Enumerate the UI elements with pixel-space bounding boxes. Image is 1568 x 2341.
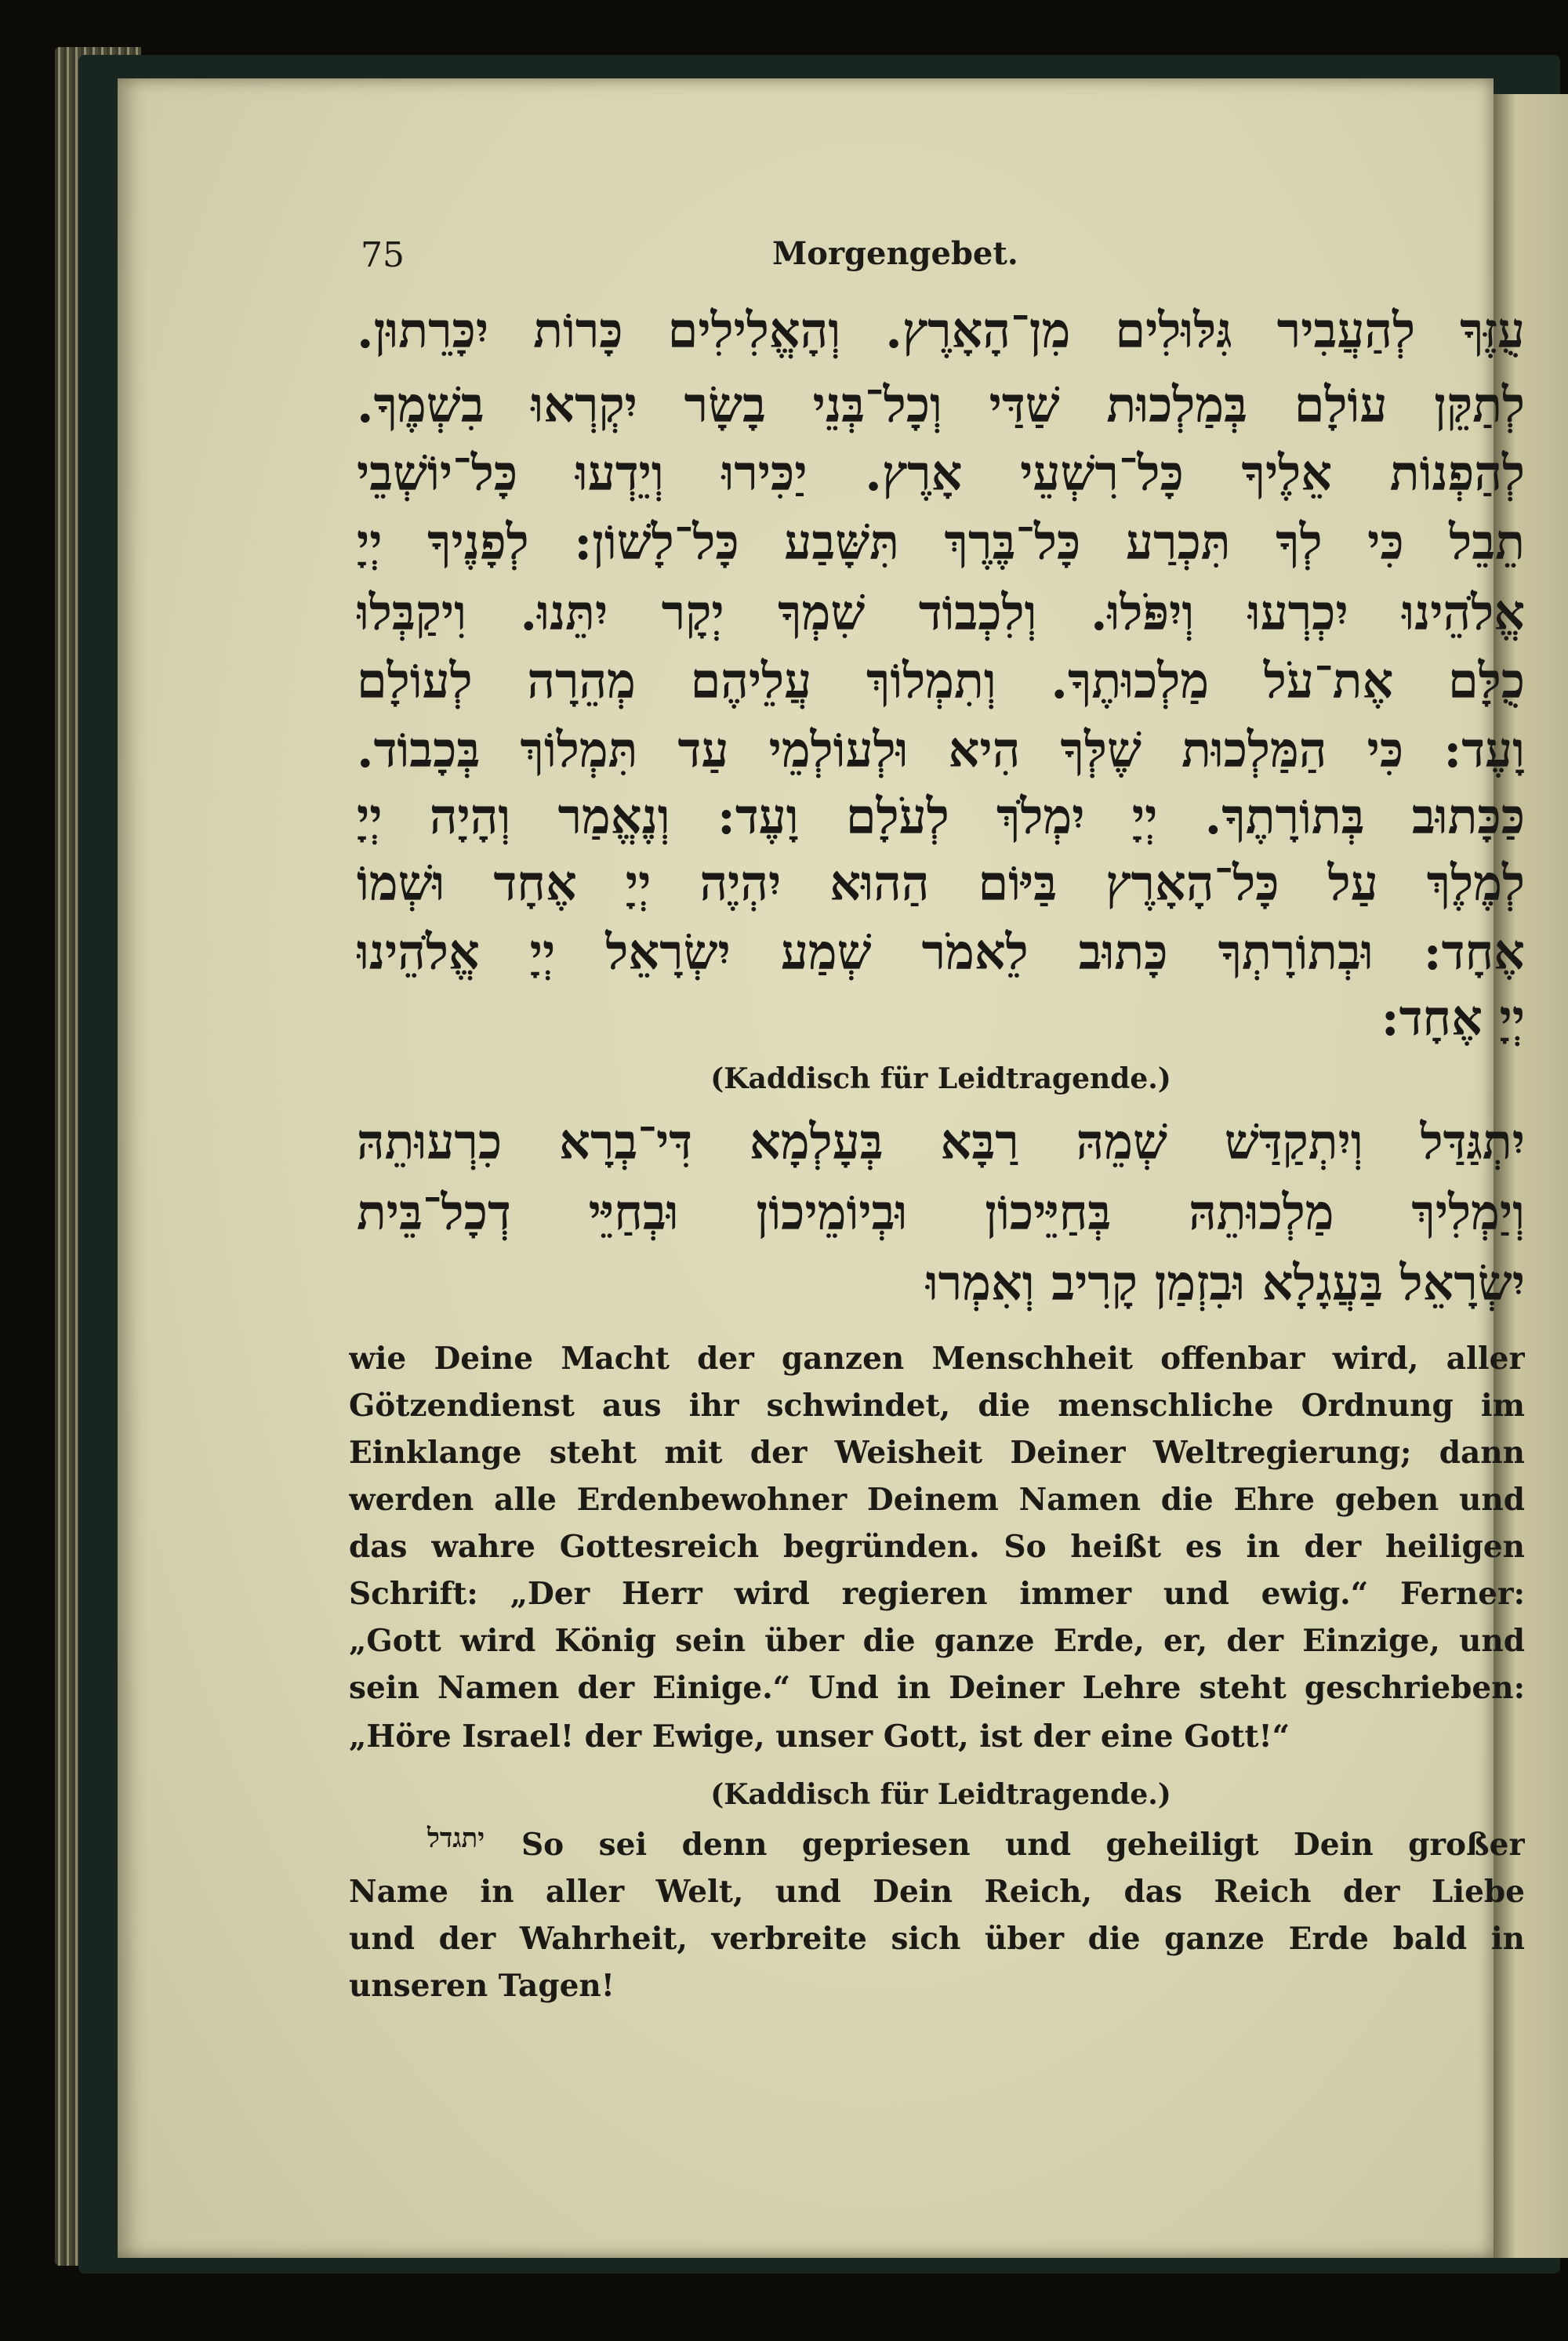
german-line: „Gott wird König sein über die ganze Erde, er, der Einzige, und (349, 1623, 1525, 1659)
hebrew-line: עֻזֶּךָ לְהַעֲבִיר גִּלּוּלִים מִן־הָאָרֶץ. וְהָאֱלִילִים כָּרוֹת יִכָּרֵתוּן. (357, 302, 1525, 359)
german-line: Einklange steht mit der Weisheit Deiner Weltregierung; dann (349, 1435, 1525, 1471)
section-caption: (Kaddisch für Leidtragende.) (710, 1062, 1171, 1095)
hebrew-line: לְהַפְנוֹת אֵלֶיךָ כָּל־רִשְׁעֵי אָרֶץ. יַכִּירוּ וְיֵדְעוּ כָּל־יוֹשְׁבֵי (357, 445, 1525, 502)
hebrew-line: אֶחָד: וּבְתוֹרָתְךָ כָּתוּב לֵאמֹר שְׁמַע יִשְׂרָאֵל יְיָ אֱלֹהֵינוּ (357, 924, 1525, 981)
german-line: werden alle Erdenbewohner Deinem Namen die Ehre geben und (349, 1482, 1525, 1518)
section-caption: (Kaddisch für Leidtragende.) (710, 1778, 1171, 1811)
hebrew-keyword-marker: יתגדל (427, 1823, 485, 1854)
german-kaddish-line: unseren Tagen! (349, 1968, 615, 2004)
hebrew-line: לְתַקֵּן עוֹלָם בְּמַלְכוּת שַׁדַּי וְכָל־בְּנֵי בָשָׂר יִקְרְאוּ בִשְׁמֶךָ. (357, 376, 1525, 434)
hebrew-line: וָעֶד: כִּי הַמַּלְכוּת שֶׁלְּךָ הִיא וּלְעוֹלְמֵי עַד תִּמְלוֹךְ בְּכָבוֹד. (357, 721, 1525, 779)
hebrew-kaddish-line: יִשְׂרָאֵל בַּעֲגָלָא וּבִזְמַן קָרִיב וְאִמְרוּ (925, 1254, 1525, 1312)
hebrew-line: אֱלֹהֵינוּ יִכְרְעוּ וְיִפֹּלוּ. וְלִכְבוֹד שִׁמְךָ יְקָר יִתֵּנוּ. וִיקַבְּלוּ (357, 584, 1525, 641)
page-number: 75 (361, 235, 405, 275)
german-kaddish-line: und der Wahrheit, verbreite sich über die ganze Erde bald in (349, 1921, 1525, 1957)
running-title: Morgengebet. (772, 235, 1018, 272)
hebrew-line: כַּכָּתוּב בְּתוֹרָתֶךָ. יְיָ יִמְלֹךְ לְעֹלָם וָעֶד: וְנֶאֱמַר וְהָיָה יְיָ (357, 788, 1525, 845)
hebrew-line: לְמֶלֶךְ עַל כָּל־הָאָרֶץ בַּיּוֹם הַהוּא יִהְיֶה יְיָ אֶחָד וּשְׁמוֹ (357, 855, 1525, 912)
german-line: „Höre Israel! der Ewige, unser Gott, ist der eine Gott!“ (349, 1719, 1290, 1755)
german-kaddish-line: So sei denn gepriesen und geheiligt Dein großer (521, 1827, 1525, 1863)
german-line: Schrift: „Der Herr wird regieren immer und ewig.“ Ferner: (349, 1576, 1525, 1612)
german-line: wie Deine Macht der ganzen Menschheit offenbar wird, aller (349, 1341, 1525, 1377)
hebrew-line: כֻלָּם אֶת־עֹל מַלְכוּתֶךָ. וְתִמְלוֹךְ עֲלֵיהֶם מְהֵרָה לְעוֹלָם (357, 652, 1525, 710)
hebrew-kaddish-line: וְיַמְלִיךְ מַלְכוּתֵהּ בְּחַיֵּיכוֹן וּבְיוֹמֵיכוֹן וּבְחַיֵּי דְכָל־בֵּית (357, 1184, 1525, 1241)
hebrew-kaddish-line: יִתְגַּדַּל וְיִתְקַדַּשׁ שְׁמֵהּ רַבָּא בְּעָלְמָא דִּי־בְרָא כִרְעוּתֵהּ (357, 1113, 1525, 1170)
german-line: Götzendienst aus ihr schwindet, die menschliche Ordnung im (349, 1388, 1525, 1424)
german-line: sein Namen der Einige.“ Und in Deiner Lehre steht geschrieben: (349, 1670, 1525, 1706)
german-kaddish-line: Name in aller Welt, und Dein Reich, das Reich der Liebe (349, 1874, 1525, 1910)
hebrew-line: יְיָ אֶחָד: (1381, 989, 1525, 1047)
german-line: das wahre Gottesreich begründen. So heißt es in der heiligen (349, 1529, 1525, 1565)
hebrew-line: תֵבֵל כִּי לְךָ תִּכְרַע כָּל־בֶּרֶךְ תִּשָּׁבַע כָּל־לָשׁוֹן: לְפָנֶיךָ יְיָ (357, 514, 1525, 571)
